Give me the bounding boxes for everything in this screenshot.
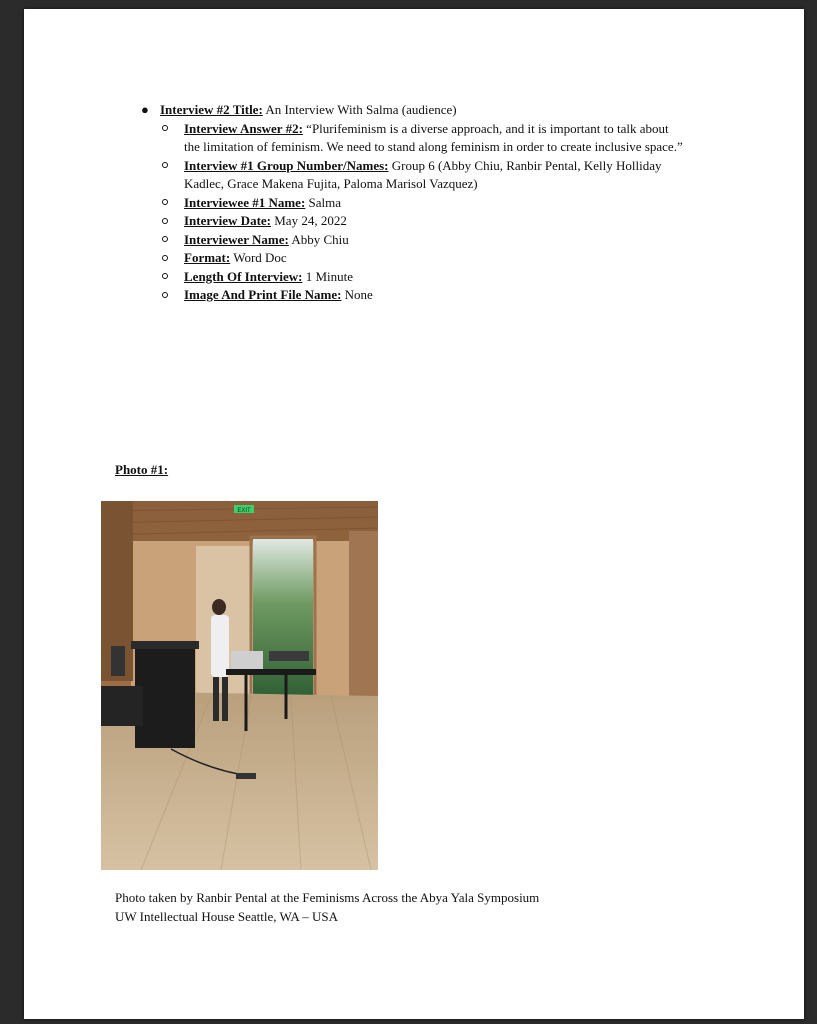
circle-bullet-icon xyxy=(162,292,168,298)
field-interviewer-name xyxy=(138,231,684,250)
field-value: 1 Minute xyxy=(302,268,353,284)
interview-bullet-list xyxy=(138,101,738,305)
circle-bullet-icon xyxy=(162,255,168,261)
circle-bullet-icon xyxy=(162,218,168,224)
field-label: Interview Date: xyxy=(184,213,271,228)
circle-bullet-icon xyxy=(162,199,168,205)
field-label: Interviewer Name: xyxy=(184,231,289,247)
field-label: Interview #1 Group Number/Names: xyxy=(184,157,389,173)
field-interview-date xyxy=(138,212,684,231)
field-value: “Plurifeminism is a diverse approach, and it is important to talk about the limitation of feminism. We need to stand along feminism in order to create inclusive space.” xyxy=(184,120,683,154)
interview-title-value: An Interview With Salma (audience) xyxy=(262,102,457,117)
field-value: Abby Chiu xyxy=(288,231,349,247)
field-value: Word Doc xyxy=(230,250,287,265)
interview-title-label: Interview #2 Title: xyxy=(160,102,263,117)
photo-heading: Photo #1: xyxy=(115,462,169,477)
field-label: Length Of Interview: xyxy=(184,268,303,284)
circle-bullet-icon xyxy=(162,236,168,242)
symposium-photo xyxy=(101,501,378,870)
interview-title-item xyxy=(138,101,738,120)
exit-sign-text: EXIT xyxy=(237,508,251,514)
field-group-names xyxy=(138,157,684,194)
field-value: May 24, 2022 xyxy=(271,213,347,228)
field-label: Interviewee #1 Name: xyxy=(184,194,306,210)
field-interview-answer xyxy=(138,120,684,157)
field-value: Group 6 (Abby Chiu, Ranbir Pental, Kelly Holliday Kadlec, Grace Makena Fujita, Paloma Marisol Vazquez) xyxy=(184,157,662,191)
document-page xyxy=(24,9,804,1019)
field-format xyxy=(138,249,684,268)
field-label: Interview Answer #2: xyxy=(184,120,303,136)
field-label: Image And Print File Name: xyxy=(184,287,342,302)
bullet-dot-icon: ● xyxy=(141,102,149,117)
field-file-name xyxy=(138,286,684,305)
field-length xyxy=(138,268,684,287)
field-interviewee-name xyxy=(138,194,684,213)
photo-illustration xyxy=(101,501,378,870)
caption-line-1: Photo taken by Ranbir Pental at the Feminisms Across the Abya Yala Symposium xyxy=(115,890,540,905)
interview-fields-list xyxy=(138,120,738,305)
photo-caption xyxy=(115,889,539,926)
field-label: Format: xyxy=(184,250,231,265)
circle-bullet-icon xyxy=(162,162,168,168)
field-value: Salma xyxy=(305,194,342,210)
circle-bullet-icon xyxy=(162,273,168,279)
circle-bullet-icon xyxy=(162,125,168,131)
field-value: None xyxy=(341,287,373,302)
caption-line-2: UW Intellectual House Seattle, WA – USA xyxy=(115,908,339,924)
